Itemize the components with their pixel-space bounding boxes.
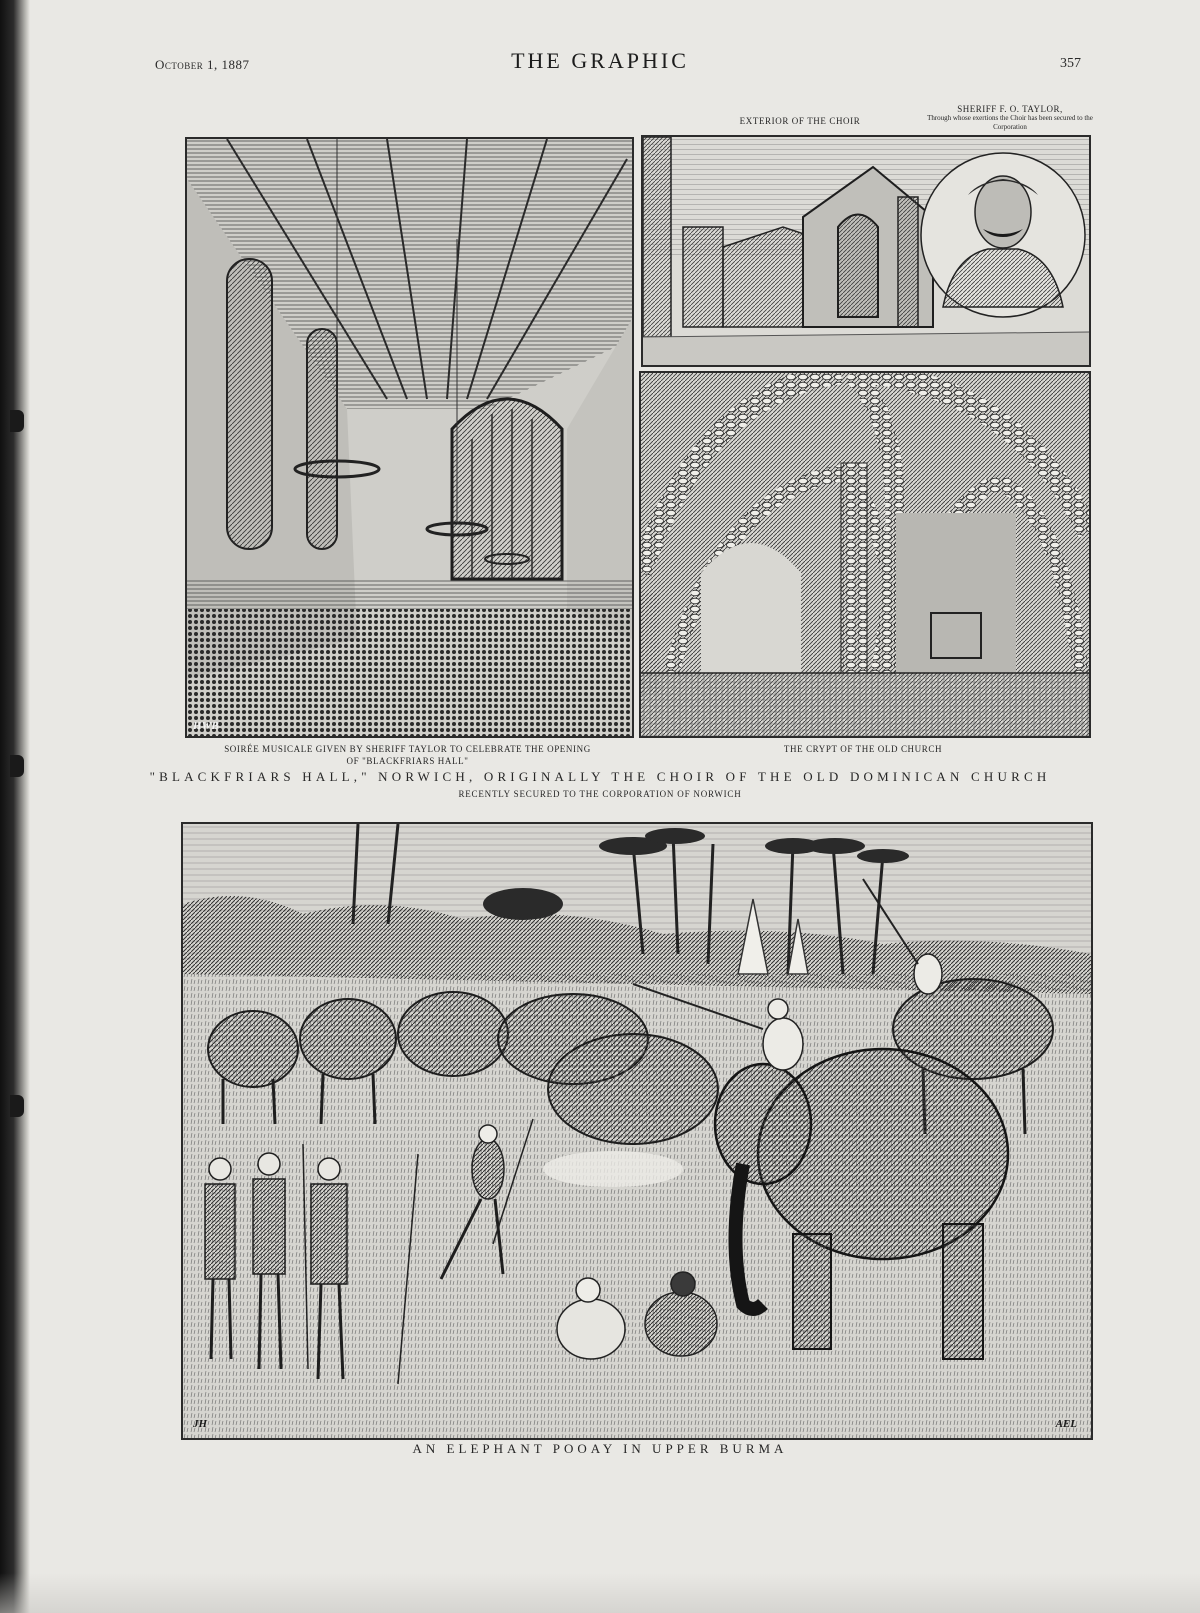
publication-title: THE GRAPHIC bbox=[511, 48, 689, 73]
issue-date: October 1, 1887 bbox=[155, 57, 250, 72]
exterior-caption: EXTERIOR OF THE CHOIR bbox=[739, 116, 861, 126]
hall-interior-engraving bbox=[185, 137, 634, 738]
artist-monogram: HWB bbox=[193, 720, 219, 732]
elephant-caption: AN ELEPHANT POOAY IN UPPER BURMA bbox=[412, 1441, 788, 1456]
page-binding-shadow bbox=[0, 0, 30, 1613]
page-bottom-shade bbox=[0, 1573, 1200, 1613]
main-article-title: "BLACKFRIARS HALL," NORWICH, ORIGINALLY THE CHOIR OF THE OLD DOMINICAN CHURCH bbox=[149, 769, 1051, 784]
artist-monogram-right: AEL bbox=[1055, 1418, 1077, 1430]
soiree-caption-line2: OF "BLACKFRIARS HALL" bbox=[346, 756, 469, 766]
page-number: 357 bbox=[1060, 56, 1081, 71]
sheriff-description: Through whose exertions the Choir has been secured to the Corporation bbox=[927, 114, 1093, 131]
crypt-caption: THE CRYPT OF THE OLD CHURCH bbox=[783, 744, 943, 754]
choir-exterior-engraving bbox=[641, 135, 1091, 367]
sheriff-caption bbox=[925, 105, 1095, 132]
artist-monogram-left: JH bbox=[193, 1418, 208, 1430]
soiree-caption-line1: SOIRÉE MUSICALE GIVEN BY SHERIFF TAYLOR TO CELEBRATE THE OPENING bbox=[224, 744, 591, 754]
elephant-pooay-engraving bbox=[181, 822, 1093, 1440]
edge-tear bbox=[10, 410, 24, 432]
main-article-subtitle: RECENTLY SECURED TO THE CORPORATION OF NORWICH bbox=[458, 789, 742, 799]
edge-tear bbox=[10, 1095, 24, 1117]
crypt-engraving bbox=[639, 371, 1091, 738]
sheriff-name: SHERIFF F. O. TAYLOR, bbox=[957, 104, 1063, 114]
